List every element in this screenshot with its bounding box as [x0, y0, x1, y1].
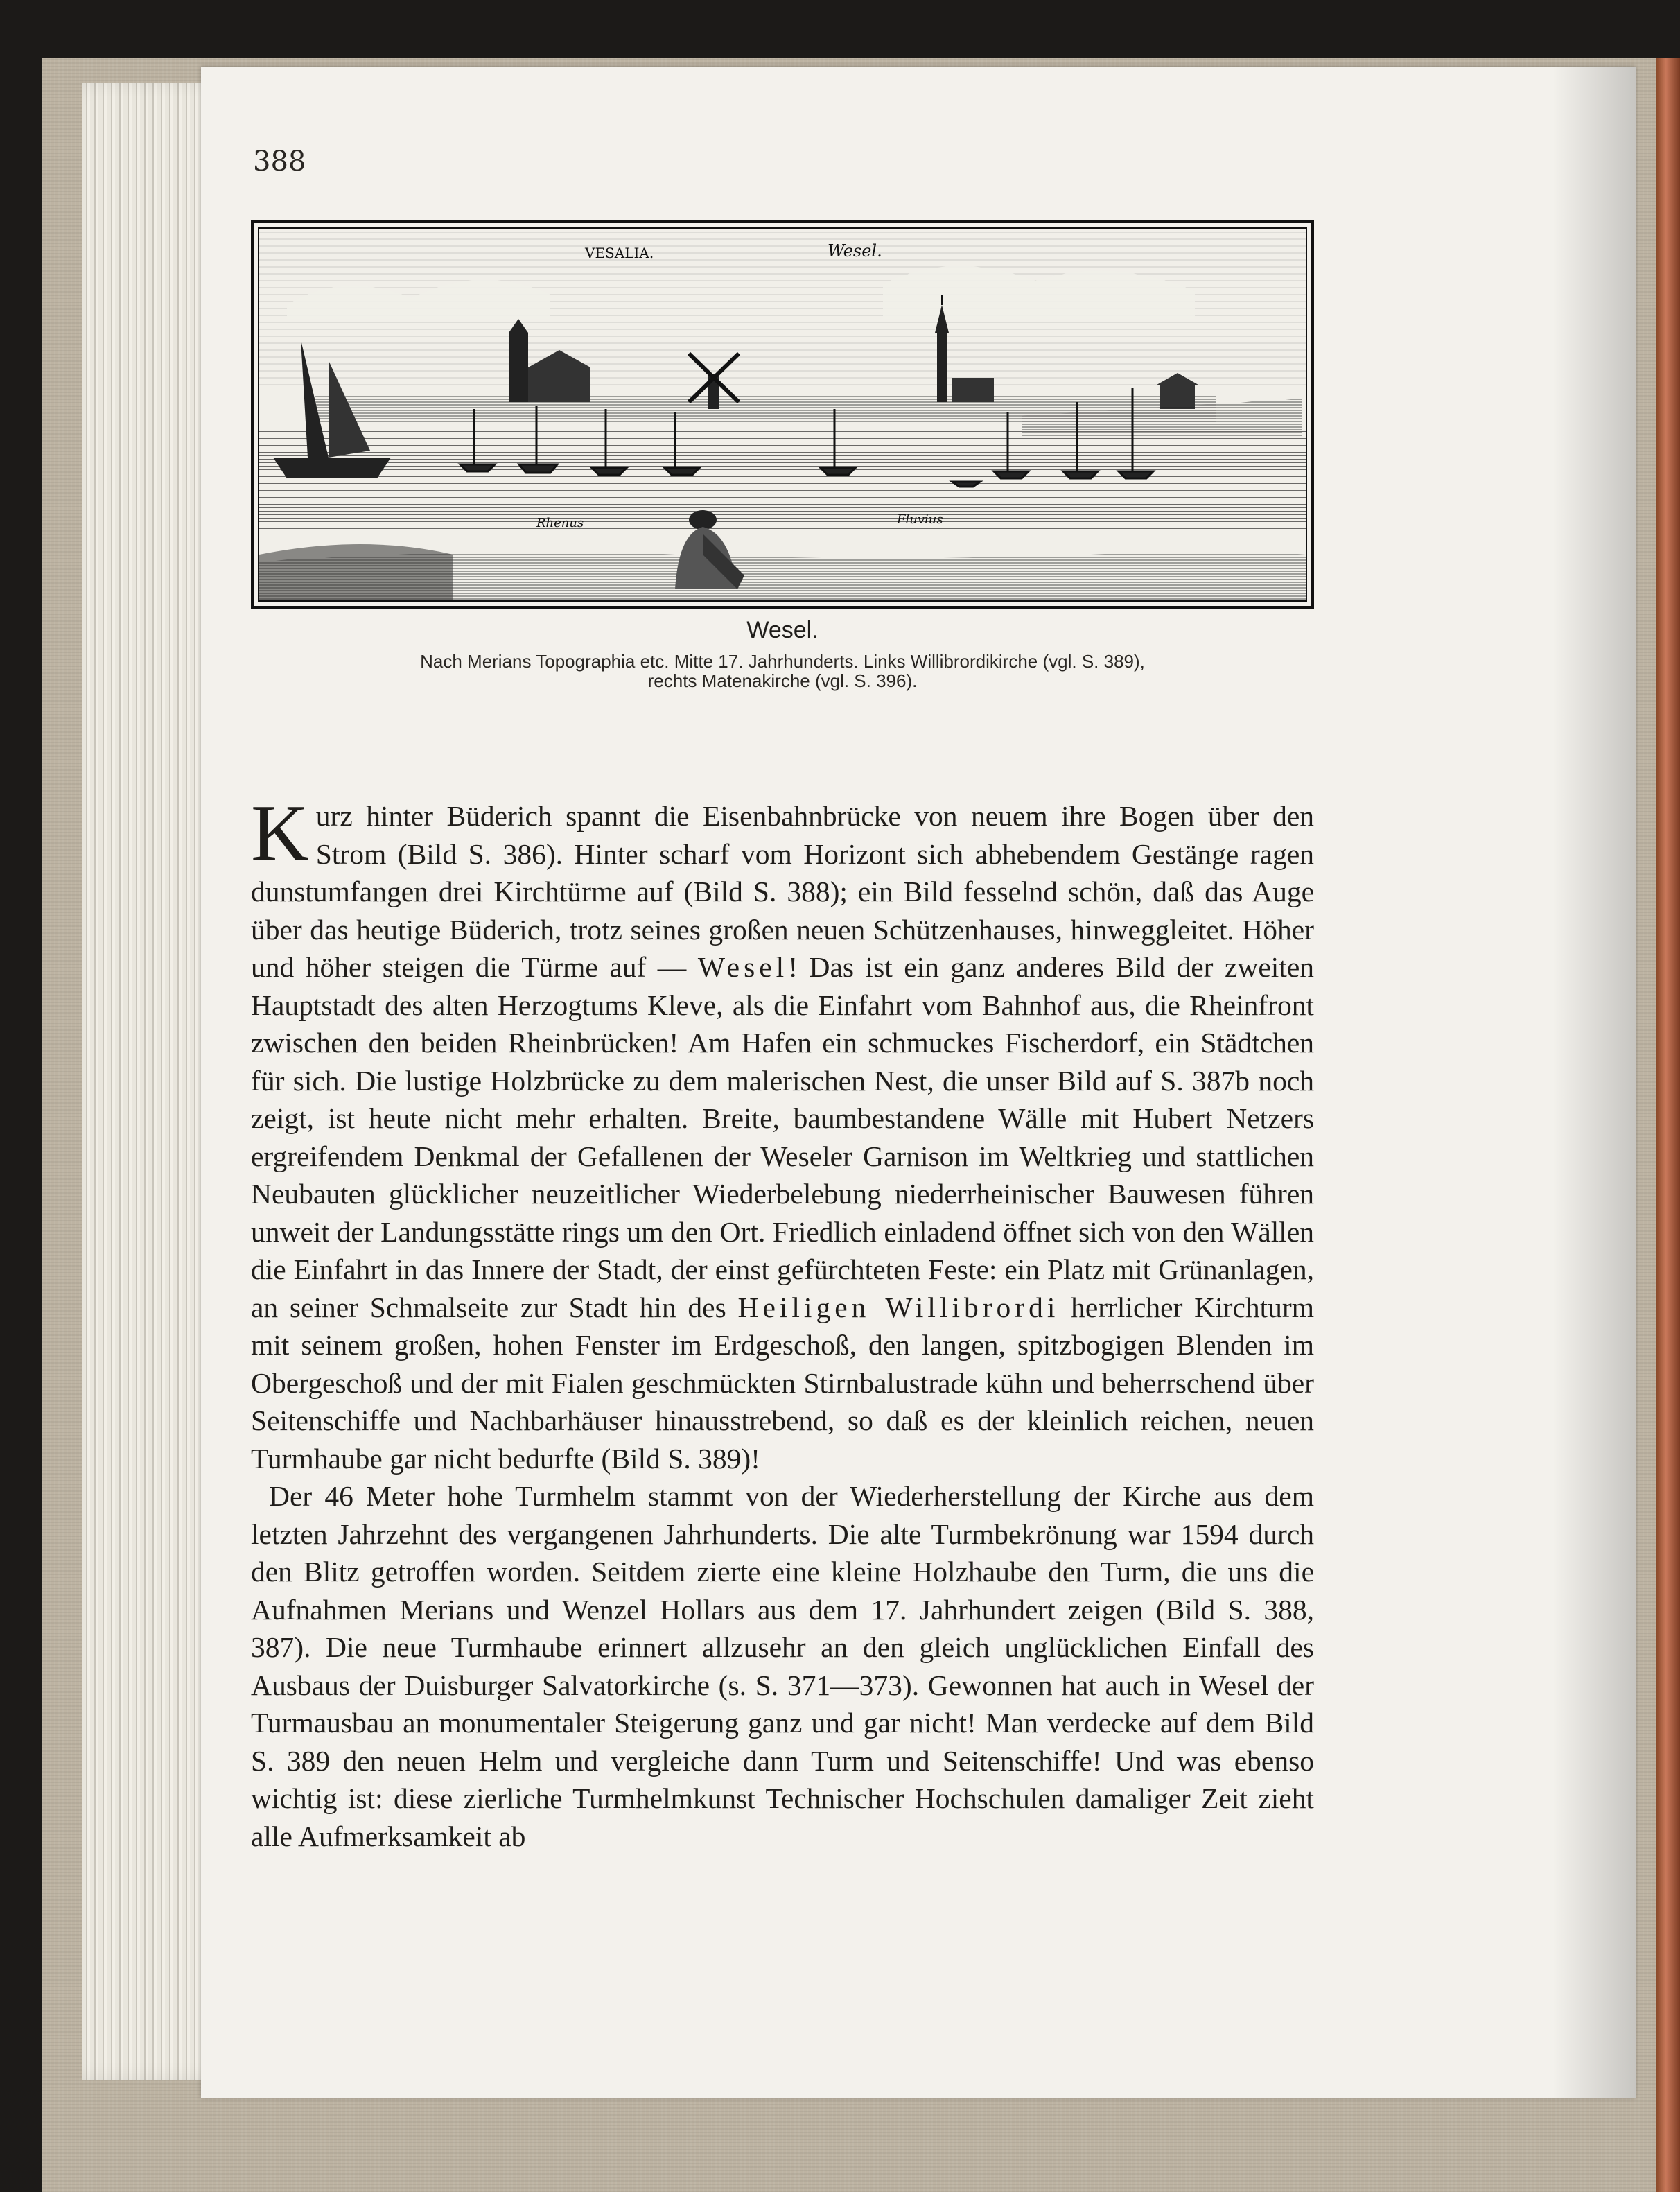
paragraph-1-spaced-willibrordi: Heiligen Willibrordi: [737, 1291, 1060, 1323]
engraving-figure: [251, 220, 1314, 609]
paragraph-1-spaced-wesel: Wesel: [697, 951, 789, 983]
figure-label-wesel: Wesel.: [828, 241, 882, 261]
figure-label-fluvius: Fluvius: [897, 512, 943, 527]
page-gutter-shade: [1552, 67, 1636, 2098]
caption-text: [251, 652, 1314, 690]
paragraph-1-part-b: ! Das ist ein ganz anderes Bild der zweiten Hauptstadt des alten Herzogtums Kleve, als die Einfahrt vom Bahnhof aus, die Rheinfront zwischen den beiden Rheinbrücken! Am Hafen ein schmuckes Fischerdorf, ein Städtchen für sich. Die lustige Holzbrücke zu dem malerischen Nest, die unser Bild auf S. 387b noch zeigt, ist heute nicht mehr erhalten. Breite, baumbestandene Wälle mit Hubert Netzers ergreifendem Denkmal der Gefallenen der Weseler Garnison im Weltkrieg und stattlichen Neubauten glücklicher neuzeitlicher Wiederbelebung niederrheinischer Bauwesen führen unweit der Landungsstätte rings um den Ort. Friedlich einladend öffnet sich von den Wällen die Einfahrt in das Innere der Stadt, der einst gefürchteten Feste: ein Platz mit Grünanlagen, an seiner Schmalseite zur Stadt hin des: [251, 951, 1314, 1323]
engraving-frame: [258, 227, 1307, 602]
figure-label-rhenus: Rhenus: [536, 516, 584, 530]
paragraph-2: Der 46 Meter hohe Turmhelm stammt von der Wiederherstellung der Kirche aus dem letzten Jahrzehnt des vergangenen Jahrhunderts. Die alte Turmbekrönung war 1594 durch den Blitz getroffen worden. Seitdem zierte eine kleine Holzhaube den Turm, die uns die Aufnahmen Merians und Wenzel Hollars aus dem 17. Jahrhundert zeigen (Bild S. 388, 387). Die neue Turmhaube erinnert allzusehr an den gleich unglücklichen Einfall des Ausbaus der Duisburger Salvatorkirche (s. S. 371—373). Gewonnen hat auch in Wesel der Turmausbau an monumentaler Steigerung ganz und gar nicht! Man verdecke auf dem Bild S. 389 den neuen Helm und vergleiche dann Turm und Seitenschiffe! Und was ebenso wichtig ist: diese zierliche Turmhelmkunst Technischer Hochschulen damaliger Zeit zieht alle Aufmerksamkeit ab: [251, 1480, 1314, 1852]
page-number: 388: [253, 146, 306, 177]
figure-label-vesalia: VESALIA.: [585, 245, 654, 261]
paragraph-1-part-a: urz hinter Büderich spannt die Eisenbahnbrücke von neuem ihre Bogen über den Strom (Bild S. 386). Hinter scharf vom Horizont sich abhebendem Gestänge ragen dunstumfangen drei Kirchtürme auf (Bild S. 388); ein Bild fesselnd schön, daß das Auge über das heutige Büderich, trotz seines großen neuen Schützenhauses, hinweggleitet. Höher und höher steigen die Türme auf —: [251, 800, 1314, 983]
caption-title: Wesel.: [746, 617, 819, 643]
drop-cap: K: [251, 789, 309, 878]
paragraph-1-part-c: herrlicher Kirchturm mit seinem großen, hohen Fenster im Erdgeschoß, den langen, spitzbogigen Blenden im Obergeschoß und der mit Fialen geschmückten Stirnbalustrade kühn und beherrschend über Seitenschiffe und Nachbarhäuser hinausstrebend, so daß es der kleinlich reichen, neuen Turmhaube gar nicht bedurfte (Bild S. 389)!: [251, 1291, 1314, 1475]
caption-line-1: Nach Merians Topographia etc. Mitte 17. Jahrhunderts. Links Willibrordikirche (vgl. S. 389),: [420, 651, 1145, 672]
caption-line-2: rechts Matenakirche (vgl. S. 396).: [647, 670, 918, 691]
wesel-engraving: [259, 229, 1306, 600]
cover-edge: [1656, 58, 1680, 2192]
body-text: [251, 789, 1314, 1855]
paragraph-1: [251, 789, 1314, 1477]
